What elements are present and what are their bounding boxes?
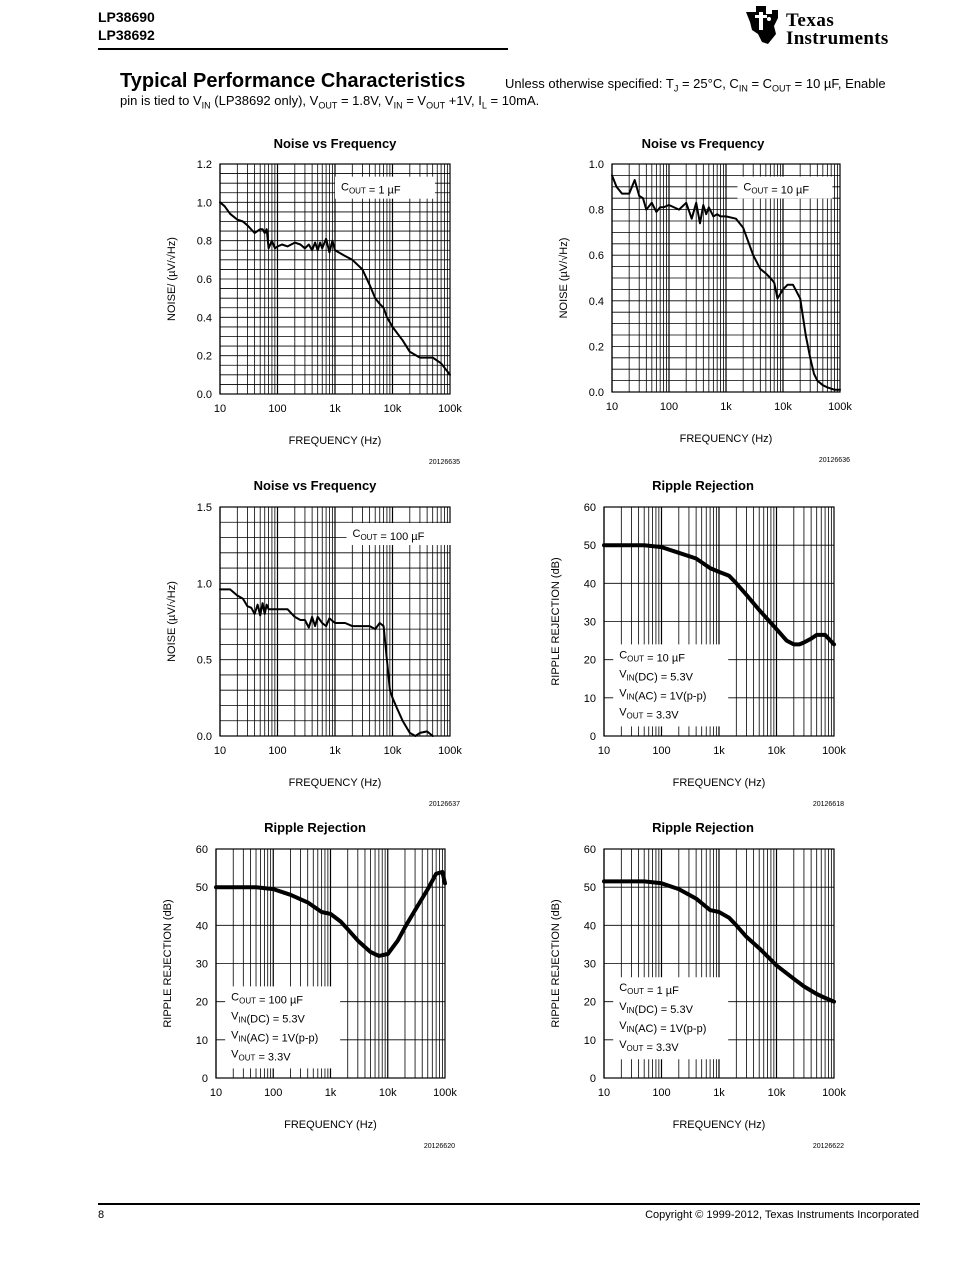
x-axis-label: FREQUENCY (Hz): [679, 433, 773, 445]
y-tick-label: 30: [195, 958, 208, 971]
x-tick-label: 100: [659, 401, 679, 413]
annotation-text: $V_{IN}(AC) = 1V(p-p)$: [231, 1029, 319, 1045]
y-tick-label: 10: [583, 1034, 596, 1047]
x-tick-label: 1k: [720, 401, 732, 413]
x-tick-label: 10k: [378, 1087, 397, 1099]
y-axis-label: RIPPLE REJECTION (dB): [162, 899, 174, 1028]
y-tick-label: 50: [583, 882, 596, 895]
x-tick-label: 10: [213, 745, 227, 757]
y-tick-label: 0.4: [196, 312, 212, 325]
y-tick-label: 60: [195, 844, 208, 856]
x-tick-label: 10: [209, 1087, 223, 1099]
y-tick-label: 0.0: [588, 387, 604, 399]
section-title: Typical Performance Characteristics: [120, 70, 466, 92]
y-tick-label: 0.2: [588, 341, 604, 354]
y-tick-label: 20: [583, 996, 596, 1009]
x-tick-label: 10k: [383, 403, 402, 415]
chart-title: Ripple Rejection: [652, 478, 754, 493]
x-tick-label: 100k: [433, 1087, 457, 1099]
x-tick-label: 10: [597, 745, 611, 757]
x-axis-label: FREQUENCY (Hz): [288, 777, 382, 789]
copyright-text: Copyright © 1999-2012, Texas Instruments Incorporated: [645, 1209, 919, 1221]
chart-title: Noise vs Frequency: [253, 478, 377, 493]
y-tick-label: 60: [583, 502, 596, 514]
annotation-text: $V_{OUT} = 3.3V$: [231, 1048, 291, 1064]
y-tick-label: 40: [195, 920, 208, 933]
x-tick-label: 100: [652, 745, 671, 757]
x-tick-label: 10: [213, 403, 227, 415]
annotation-text: $C_{OUT} = 10$ µF: [743, 181, 810, 197]
x-tick-label: 100k: [438, 403, 462, 415]
part-number-2: LP38692: [98, 27, 155, 43]
y-tick-label: 60: [583, 844, 596, 856]
x-axis-label: FREQUENCY (Hz): [284, 1119, 377, 1131]
x-axis-label: FREQUENCY (Hz): [288, 435, 382, 447]
y-tick-label: 1.0: [588, 159, 604, 171]
figure-id: 20126622: [812, 1143, 844, 1150]
y-tick-label: 40: [583, 578, 596, 591]
annotation-text: $V_{IN}(DC) = 5.3V$: [619, 668, 693, 684]
figure-id: 20126618: [812, 801, 844, 808]
annotation-text: $V_{IN}(DC) = 5.3V$: [619, 1001, 693, 1017]
y-tick-label: 0.2: [196, 350, 212, 363]
annotation-text: $C_{OUT} = 10$ µF: [619, 649, 685, 665]
figure-id: 20126637: [428, 801, 460, 808]
x-tick-label: 100: [268, 745, 287, 757]
annotation-text: $C_{OUT} = 100$ µF: [231, 991, 304, 1007]
y-tick-label: 1.0: [196, 197, 212, 210]
y-tick-label: 0.5: [196, 654, 212, 667]
x-tick-label: 100k: [822, 745, 846, 757]
x-tick-label: 10: [597, 1087, 611, 1099]
y-axis-label: NOISE (µV/√Hz): [558, 237, 570, 319]
header-rule: [98, 48, 508, 50]
y-tick-label: 50: [583, 540, 596, 553]
annotation-text: $C_{OUT} = 1$ µF: [619, 982, 679, 998]
y-tick-label: 30: [583, 616, 596, 629]
x-tick-label: 100k: [828, 401, 852, 413]
annotation-text: $V_{IN}(AC) = 1V(p-p)$: [619, 1020, 707, 1036]
y-tick-label: 0.0: [196, 731, 212, 743]
figure-id: 20126635: [428, 459, 460, 466]
chart-title: Noise vs Frequency: [641, 136, 765, 151]
y-axis-label: RIPPLE REJECTION (dB): [550, 557, 562, 686]
chart-3: [150, 497, 490, 821]
x-tick-label: 1k: [329, 403, 341, 415]
y-tick-label: 0.0: [196, 389, 212, 401]
chart-1: [150, 154, 490, 479]
annotation-text: $V_{IN}(DC) = 5.3V$: [231, 1010, 305, 1026]
x-tick-label: 100: [652, 1087, 671, 1099]
logo-text-texas: Texas: [786, 10, 835, 31]
conditions-line-2: pin is tied to $V_{IN}$ (LP38692 only), $V_{OUT} = 1.8V$, $V_{IN} = V_{OUT} +1V$, $I_L = 10mA$.: [120, 93, 540, 111]
y-tick-label: 1.0: [196, 578, 212, 591]
y-tick-label: 0.6: [588, 250, 604, 263]
annotation-text: $C_{OUT} = 1$ µF: [341, 181, 401, 197]
x-tick-label: 100: [264, 1087, 283, 1099]
y-axis-label: RIPPLE REJECTION (dB): [550, 899, 562, 1028]
y-tick-label: 10: [195, 1034, 208, 1047]
company-logo: [742, 4, 924, 52]
logo-text-instruments: Instruments: [786, 28, 889, 49]
x-tick-label: 1k: [713, 745, 725, 757]
y-tick-label: 0.6: [196, 274, 212, 286]
ti-logo-icon: [742, 4, 782, 48]
x-tick-label: 1k: [324, 1087, 337, 1099]
chart-title: Ripple Rejection: [264, 820, 366, 835]
x-tick-label: 1k: [329, 745, 341, 757]
x-axis-label: FREQUENCY (Hz): [672, 777, 766, 789]
part-number-1: LP38690: [98, 9, 155, 25]
y-tick-label: 1.2: [196, 159, 212, 171]
y-tick-label: 0.8: [588, 204, 604, 217]
chart-title: Ripple Rejection: [652, 820, 754, 835]
x-tick-label: 10k: [383, 745, 402, 757]
y-tick-label: 50: [195, 882, 208, 895]
x-tick-label: 10k: [774, 401, 792, 413]
y-tick-label: 0.4: [588, 295, 604, 308]
y-tick-label: 0: [201, 1073, 208, 1085]
page-number: 8: [98, 1209, 105, 1221]
annotation-text: $V_{OUT} = 3.3V$: [619, 706, 679, 722]
figure-id: 20126620: [423, 1143, 455, 1150]
y-tick-label: 20: [195, 996, 208, 1009]
chart-2: [542, 154, 880, 477]
conditions-line-1: Unless otherwise specified: $T_J = 25^\circ C$, $C_{IN} = C_{OUT} = 10$ µF, Enable: [505, 76, 886, 94]
x-axis-label: FREQUENCY (Hz): [672, 1119, 766, 1131]
x-tick-label: 1k: [713, 1087, 725, 1099]
y-tick-label: 40: [583, 920, 596, 933]
y-tick-label: 20: [583, 654, 596, 667]
y-axis-label: NOISE/ (µV/√Hz): [166, 237, 178, 321]
chart-5: [146, 839, 485, 1163]
x-tick-label: 100: [268, 403, 287, 415]
y-tick-label: 1.5: [196, 502, 212, 514]
footer-rule: [98, 1203, 920, 1205]
annotation-text: $C_{OUT} = 100$ µF: [352, 528, 425, 544]
chart-6: [534, 839, 874, 1163]
y-tick-label: 30: [583, 958, 596, 971]
y-tick-label: 0: [589, 731, 596, 743]
x-tick-label: 10: [605, 401, 619, 413]
figure-id: 20126636: [818, 457, 850, 464]
x-tick-label: 100k: [822, 1087, 846, 1099]
annotation-text: $V_{OUT} = 3.3V$: [619, 1039, 679, 1055]
y-tick-label: 10: [583, 692, 596, 705]
y-tick-label: 0: [589, 1073, 596, 1085]
chart-title: Noise vs Frequency: [273, 136, 397, 151]
y-tick-label: 0.8: [196, 235, 212, 248]
x-tick-label: 100k: [438, 745, 462, 757]
x-tick-label: 10k: [767, 1087, 786, 1099]
annotation-text: $V_{IN}(AC) = 1V(p-p)$: [619, 687, 707, 703]
y-axis-label: NOISE (µV/√Hz): [166, 581, 178, 662]
x-tick-label: 10k: [767, 745, 786, 757]
chart-4: [534, 497, 874, 821]
